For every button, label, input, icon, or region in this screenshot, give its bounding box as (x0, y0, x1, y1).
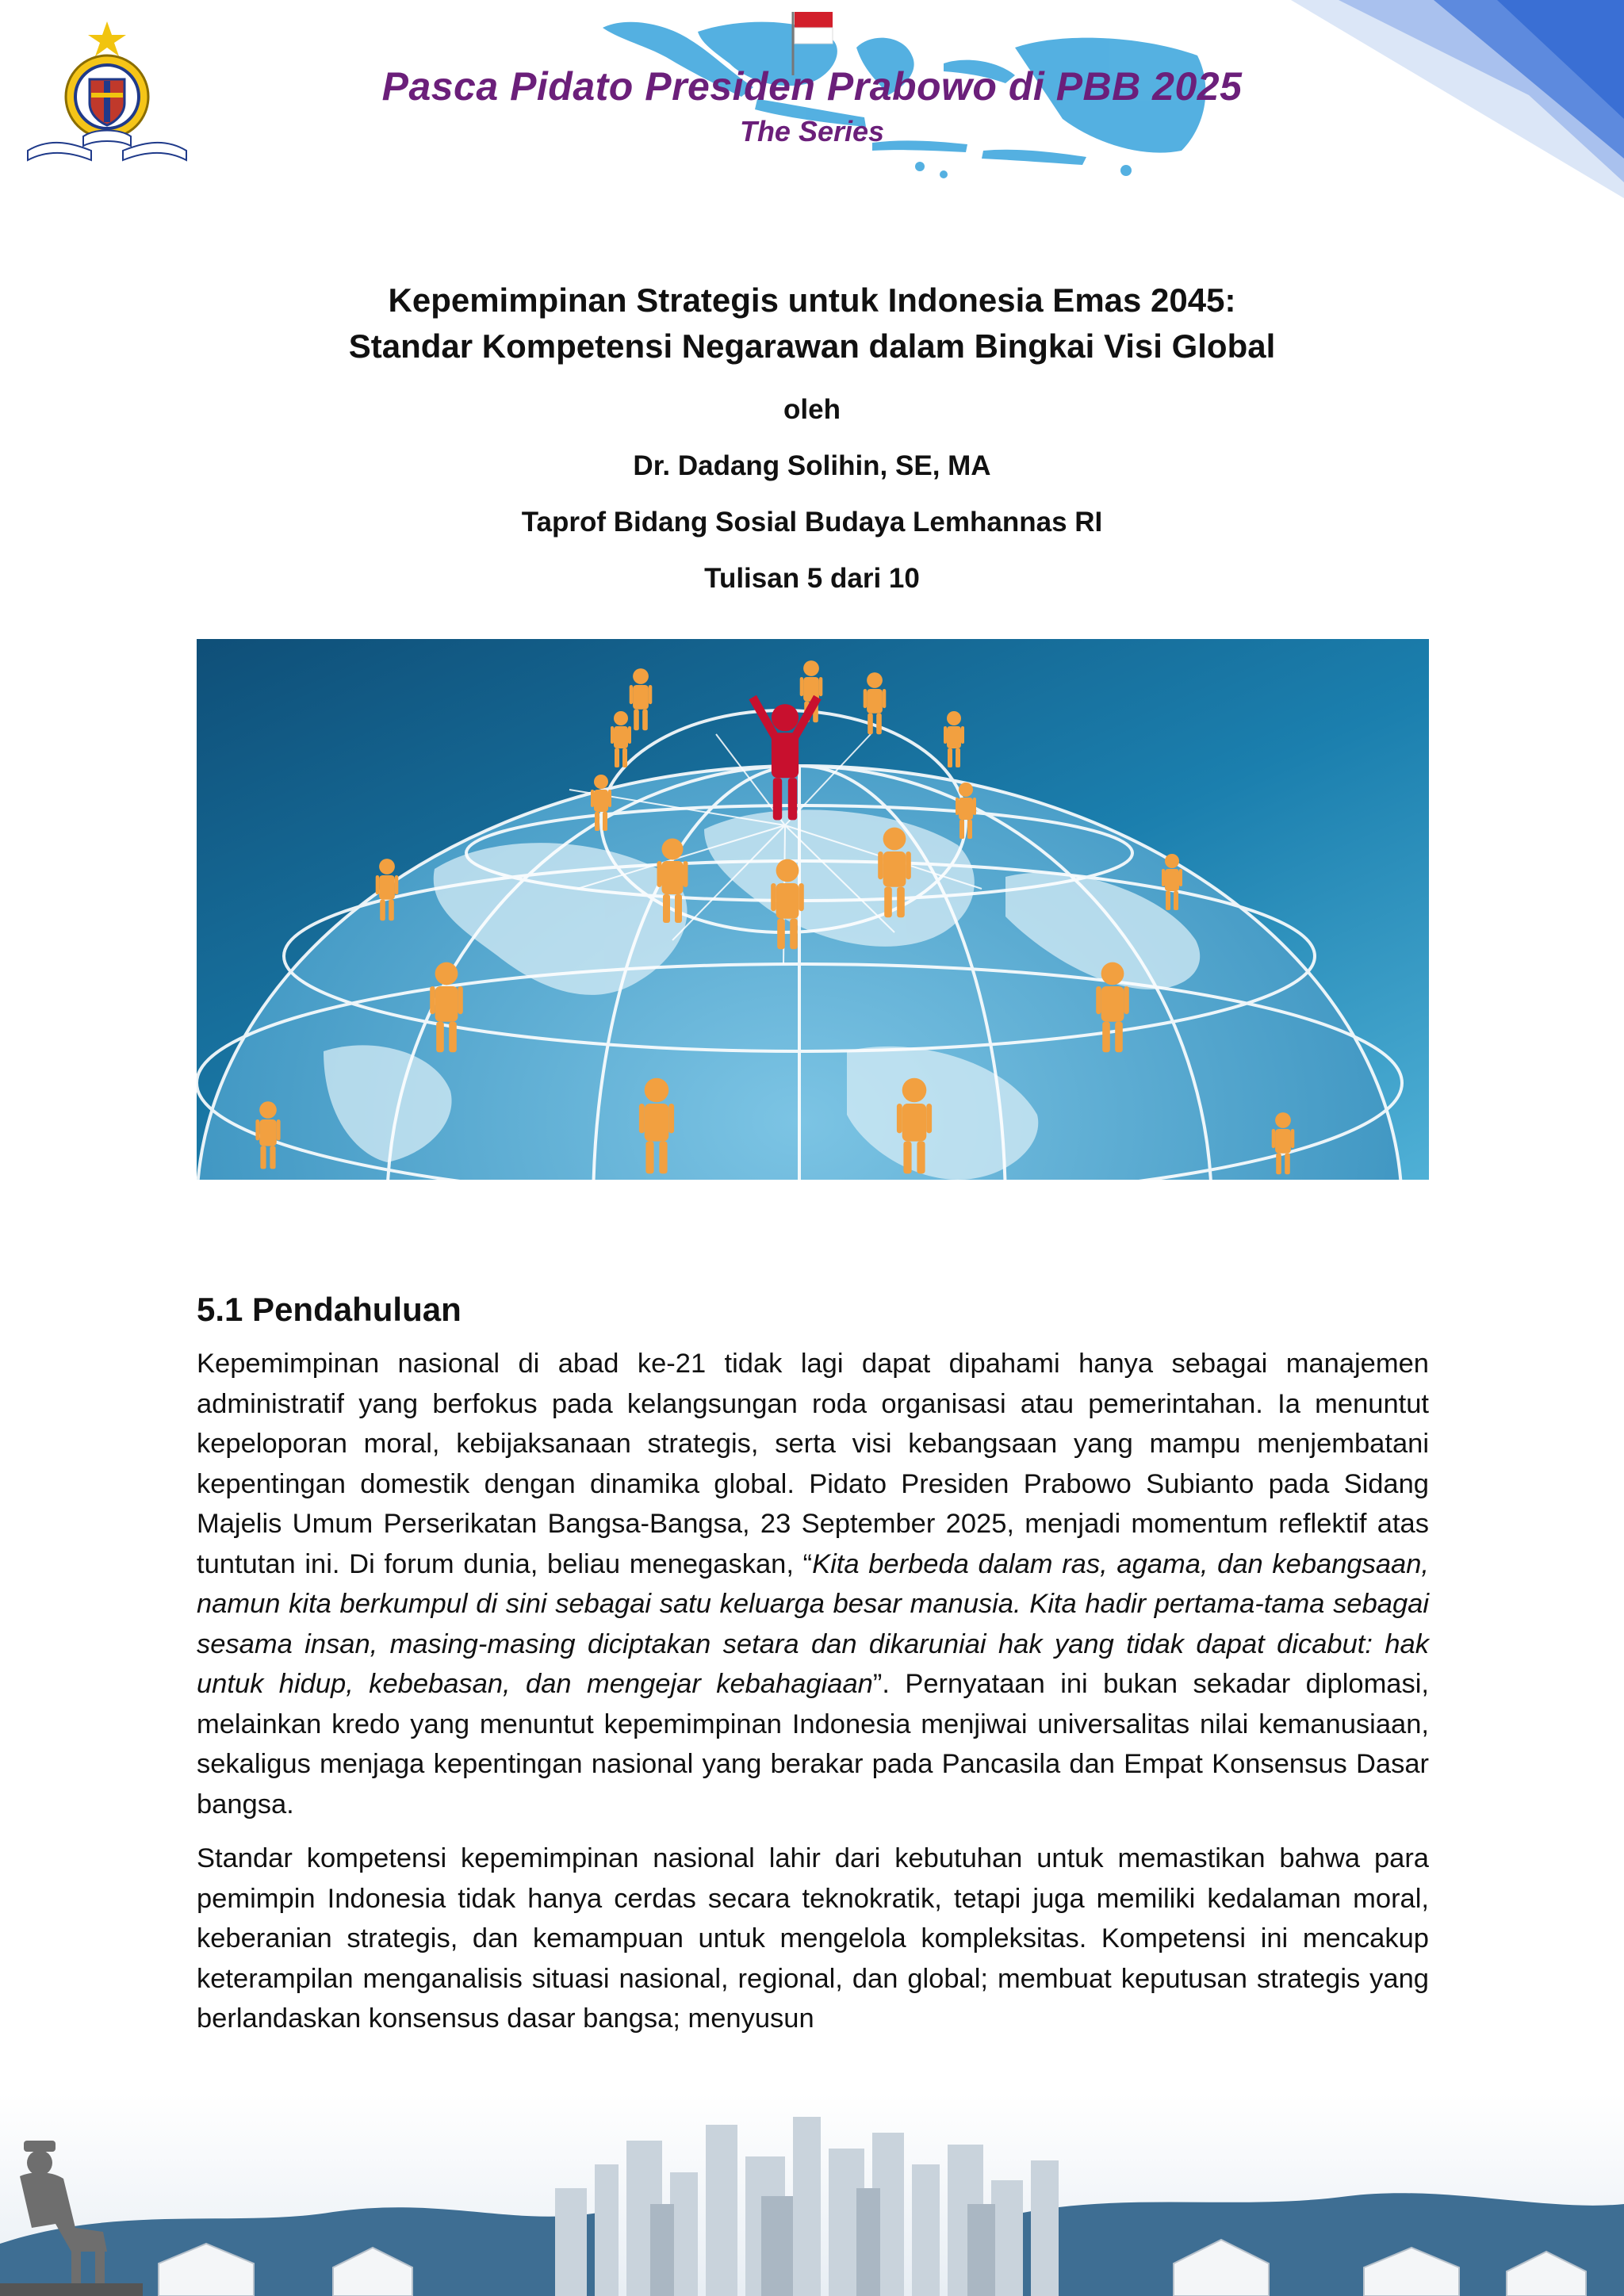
series-part: Tulisan 5 dari 10 (704, 563, 920, 594)
global-leadership-network-icon (197, 639, 1429, 1180)
article-title-block (0, 277, 1624, 595)
article-body (197, 1288, 1429, 2053)
paragraph-1 (197, 1344, 1429, 1824)
series-title: Pasca Pidato Presiden Prabowo di PBB 2025 (381, 64, 1243, 109)
article-title-line-2: Standar Kompetensi Negarawan dalam Bingkai Visi Global (348, 327, 1276, 365)
byline-label: oleh (783, 394, 841, 425)
paragraph-1-text-a: Kepemimpinan nasional di abad ke-21 tidak lagi dapat dipahami hanya sebagai manajemen administratif yang berfokus pada kelangsungan roda organisasi atau pemerintahan. Ia menuntut kepeloporan moral, kebijaksanaan strategis, serta visi kebangsaan yang mampu menjembatani kepentingan domestik dengan dinamika global. Pidato Presiden Prabowo Subianto pada Sidang Majelis Umum Perserikatan Bangsa-Bangsa, 23 September 2025, menjadi momentum reflektif atas tuntutan ini. Di forum dunia, beliau menegaskan, “ (197, 1349, 1429, 1579)
author-affiliation: Taprof Bidang Sosial Budaya Lemhannas RI (521, 507, 1103, 538)
page-header (0, 0, 1624, 214)
paragraph-2: Standar kompetensi kepemimpinan nasional lahir dari kebutuhan untuk memastikan bahwa para pemimpin Indonesia tidak hanya cerdas secara teknokratik, tetapi juga memiliki kedalaman moral, keberanian strategis, dan kemampuan untuk mengelola kompleksitas. Kompetensi ini mencakup keterampilan menganalisis situasi nasional, regional, dan global; membuat keputusan strategis yang berlandaskan konsensus dasar bangsa; menyusun (197, 1843, 1429, 2034)
paragraph-1-quote: Kita berbeda dalam ras, agama, dan kebangsaan, namun kita berkumpul di sini sebagai satu keluarga besar manusia. Kita hadir pertama-tama sebagai sesama insan, masing-masing diciptakan setara dan dikaruniai hak yang tidak dapat dicabut: hak untuk hidup, kebebasan, dan mengejar kebahagiaan (197, 1548, 1429, 1699)
article-title-line-1: Kepemimpinan Strategis untuk Indonesia Emas 2045: (388, 281, 1236, 319)
series-subtitle: The Series (739, 115, 885, 147)
author-name: Dr. Dadang Solihin, SE, MA (633, 450, 991, 481)
city-skyline-footer-icon (0, 2093, 1624, 2296)
section-heading: 5.1 Pendahuluan (197, 1291, 462, 1328)
paragraph-1-text-b: ”. Pernyataan ini bukan sekadar diplomasi, melainkan kredo yang menuntut kepemimpinan Indonesia menjiwai universalitas nilai kemanusiaan, sekaligus menjaga kepentingan nasional yang berakar pada Pancasila dan Empat Konsensus Dasar bangsa. (197, 1669, 1429, 1820)
